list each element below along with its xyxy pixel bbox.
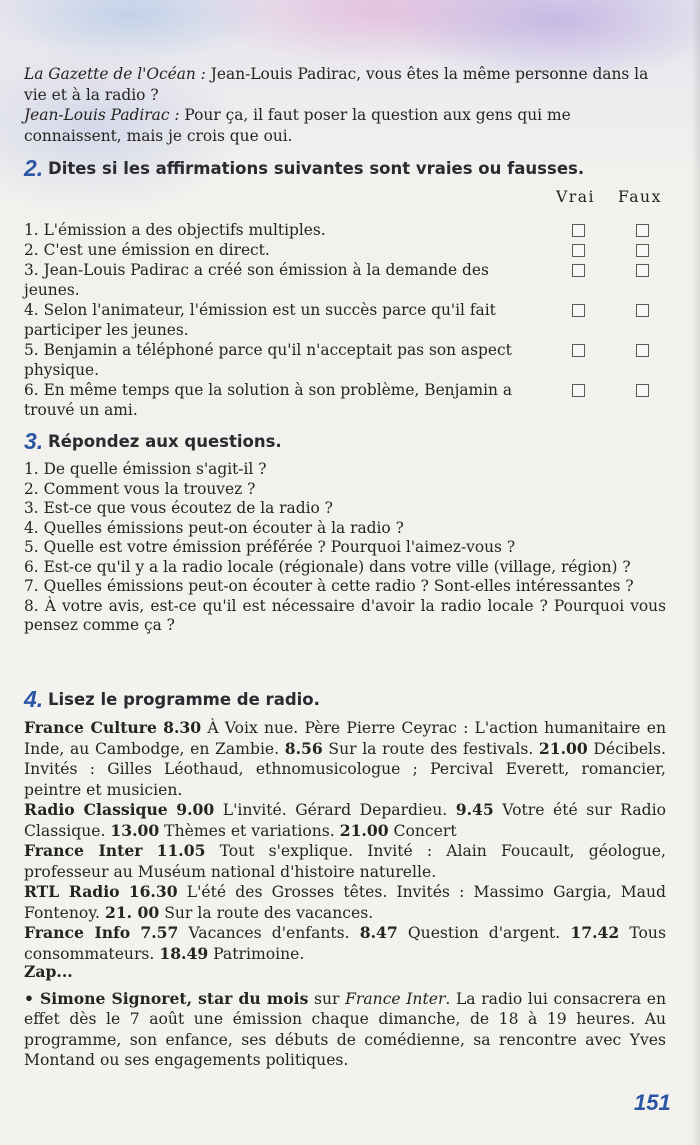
programme-text: Patrimoine. bbox=[208, 944, 305, 963]
statement-item: 2. C'est une émission en direct. bbox=[24, 241, 270, 259]
exercise-4-title: Lisez le programme de radio. bbox=[48, 690, 320, 709]
zap-paragraph bbox=[24, 989, 666, 1071]
programme-time: 16.30 bbox=[128, 882, 178, 901]
programme-entry bbox=[24, 718, 666, 800]
page-spine-shadow bbox=[691, 0, 700, 1145]
programme-time: 8.56 bbox=[284, 738, 323, 758]
checkbox-vrai[interactable] bbox=[572, 244, 585, 257]
question-item: 7. Quelles émissions peut-on écouter à cette radio ? Sont-elles intéressantes ? bbox=[24, 577, 634, 595]
programme-time: 21.00 bbox=[538, 738, 588, 758]
column-vrai: Vrai bbox=[556, 188, 595, 206]
checkbox-faux[interactable] bbox=[636, 304, 649, 317]
exercise-2-number: 2. bbox=[24, 155, 44, 181]
programme-text: Vacances d'enfants. bbox=[178, 924, 360, 942]
programme-text: L'invité. Gérard Depardieu. bbox=[214, 801, 456, 819]
exercise-3-heading bbox=[24, 428, 282, 455]
programme-entry bbox=[24, 841, 666, 882]
question-item: 2. Comment vous la trouvez ? bbox=[24, 479, 256, 498]
page-number: 151 bbox=[634, 1090, 671, 1115]
checkbox-vrai[interactable] bbox=[572, 304, 585, 317]
question-item: 1. De quelle émission s'agit-il ? bbox=[24, 460, 267, 478]
programme-text: Décibels. Invités : Gilles Léothaud, ethnomusicologue ; Percival Everett, romancier, peintre et musicien. bbox=[24, 739, 667, 799]
checkbox-vrai[interactable] bbox=[572, 344, 585, 357]
programme-entry bbox=[24, 923, 666, 964]
programme-time: 21. 00 bbox=[104, 902, 160, 922]
programme-text: Votre été sur Radio Classique. bbox=[24, 801, 666, 840]
question-item: 5. Quelle est votre émission préférée ? Pourquoi l'aimez-vous ? bbox=[24, 538, 516, 556]
radio-programme bbox=[24, 718, 666, 964]
exercise-2-heading bbox=[24, 155, 584, 182]
checkbox-vrai[interactable] bbox=[572, 264, 585, 277]
checkbox-faux[interactable] bbox=[636, 244, 649, 257]
checkbox-vrai[interactable] bbox=[572, 224, 585, 237]
question-item: 8. À votre avis, est-ce qu'il est nécessaire d'avoir la radio locale ? Pourquoi vous pensez comme ça ? bbox=[24, 596, 666, 634]
intro-answer: Pour ça, il faut poser la question aux gens qui me connaissent, mais je crois que oui. bbox=[24, 106, 571, 145]
exercise-2-title: Dites si les affirmations suivantes sont vraies ou fausses. bbox=[48, 159, 585, 178]
checkbox-faux[interactable] bbox=[636, 264, 649, 277]
zap-text: . La radio lui consacrera en effet dès le 7 août une émission chaque dimanche, de 18 à 19 heures. Au programme, son enfance, ses débuts de comédienne, sa rencontre avec Yves Montand ou ses engagements politiques. bbox=[24, 989, 667, 1069]
speaker-padirac: Jean-Louis Padirac : bbox=[24, 106, 180, 124]
statement-item: 4. Selon l'animateur, l'émission est un succès parce qu'il fait participer les jeunes. bbox=[24, 301, 496, 340]
exercise-4-heading bbox=[24, 686, 320, 713]
programme-text: Tous consommateurs. bbox=[24, 924, 666, 963]
statement-item: 3. Jean-Louis Padirac a créé son émission à la demande des jeunes. bbox=[24, 261, 489, 300]
programme-text: Sur la route des vacances. bbox=[159, 903, 374, 922]
station-name: RTL Radio bbox=[24, 882, 120, 901]
checkbox-vrai[interactable] bbox=[572, 384, 585, 397]
programme-time: 21.00 bbox=[339, 820, 389, 840]
column-faux: Faux bbox=[618, 188, 662, 206]
exercise-3-number: 3. bbox=[24, 428, 44, 454]
speaker-gazette: La Gazette de l'Océan : bbox=[24, 65, 206, 83]
station-name: France Culture bbox=[24, 718, 157, 737]
programme-time: 11.05 bbox=[156, 841, 206, 860]
exercise-3-title: Répondez aux questions. bbox=[48, 432, 282, 451]
programme-entry bbox=[24, 800, 666, 841]
programme-time: 9.45 bbox=[455, 800, 494, 819]
zap-label: Zap... bbox=[24, 962, 73, 981]
checkbox-faux[interactable] bbox=[636, 344, 649, 357]
programme-time: 17.42 bbox=[570, 923, 620, 942]
programme-text: L'été des Grosses têtes. Invités : Massimo Gargia, Maud Fontenoy. bbox=[24, 883, 666, 922]
programme-time: 8.30 bbox=[163, 718, 202, 737]
programme-time: 9.00 bbox=[176, 800, 215, 819]
programme-text: Tout s'explique. Invité : Alain Foucault, géologue, professeur au Muséum national d'histoire naturelle. bbox=[24, 842, 666, 881]
programme-text: Thèmes et variations. bbox=[159, 821, 340, 840]
question-item: 4. Quelles émissions peut-on écouter à la radio ? bbox=[24, 518, 404, 537]
station-name: Radio Classique bbox=[24, 800, 168, 819]
programme-entry bbox=[24, 882, 666, 923]
programme-time: 7.57 bbox=[140, 923, 179, 942]
zap-headline: • Simone Signoret, star du mois bbox=[24, 988, 309, 1008]
statement-item: 5. Benjamin a téléphoné parce qu'il n'acceptait pas son aspect physique. bbox=[24, 341, 512, 380]
questions-list bbox=[24, 460, 666, 636]
zap-sur: sur bbox=[308, 989, 346, 1008]
programme-text: Question d'argent. bbox=[397, 924, 571, 942]
checkbox-faux[interactable] bbox=[636, 224, 649, 237]
programme-text: Sur la route des festivals. bbox=[322, 739, 539, 758]
zap-station: France Inter bbox=[345, 989, 446, 1008]
programme-text: À Voix nue. Père Pierre Ceyrac : L'action humanitaire en Inde, au Cambodge, en Zambie. bbox=[24, 719, 666, 758]
statement-item: 6. En même temps que la solution à son problème, Benjamin a trouvé un ami. bbox=[24, 381, 513, 420]
programme-time: 13.00 bbox=[110, 820, 160, 840]
station-name: France Inter bbox=[24, 841, 143, 860]
station-name: France Info bbox=[24, 923, 131, 942]
question-item: 6. Est-ce qu'il y a la radio locale (régionale) dans votre ville (village, région) ? bbox=[24, 557, 631, 576]
zap-section bbox=[24, 962, 666, 1071]
programme-time: 8.47 bbox=[359, 923, 398, 942]
intro-dialogue bbox=[24, 64, 666, 146]
exercise-4-number: 4. bbox=[24, 686, 44, 712]
question-item: 3. Est-ce que vous écoutez de la radio ? bbox=[24, 499, 333, 517]
programme-text: Concert bbox=[388, 821, 457, 840]
checkbox-faux[interactable] bbox=[636, 384, 649, 397]
statement-item: 1. L'émission a des objectifs multiples. bbox=[24, 221, 326, 239]
programme-time: 18.49 bbox=[159, 943, 209, 963]
intro-question: Jean-Louis Padirac, vous êtes la même personne dans la vie et à la radio ? bbox=[24, 65, 649, 104]
